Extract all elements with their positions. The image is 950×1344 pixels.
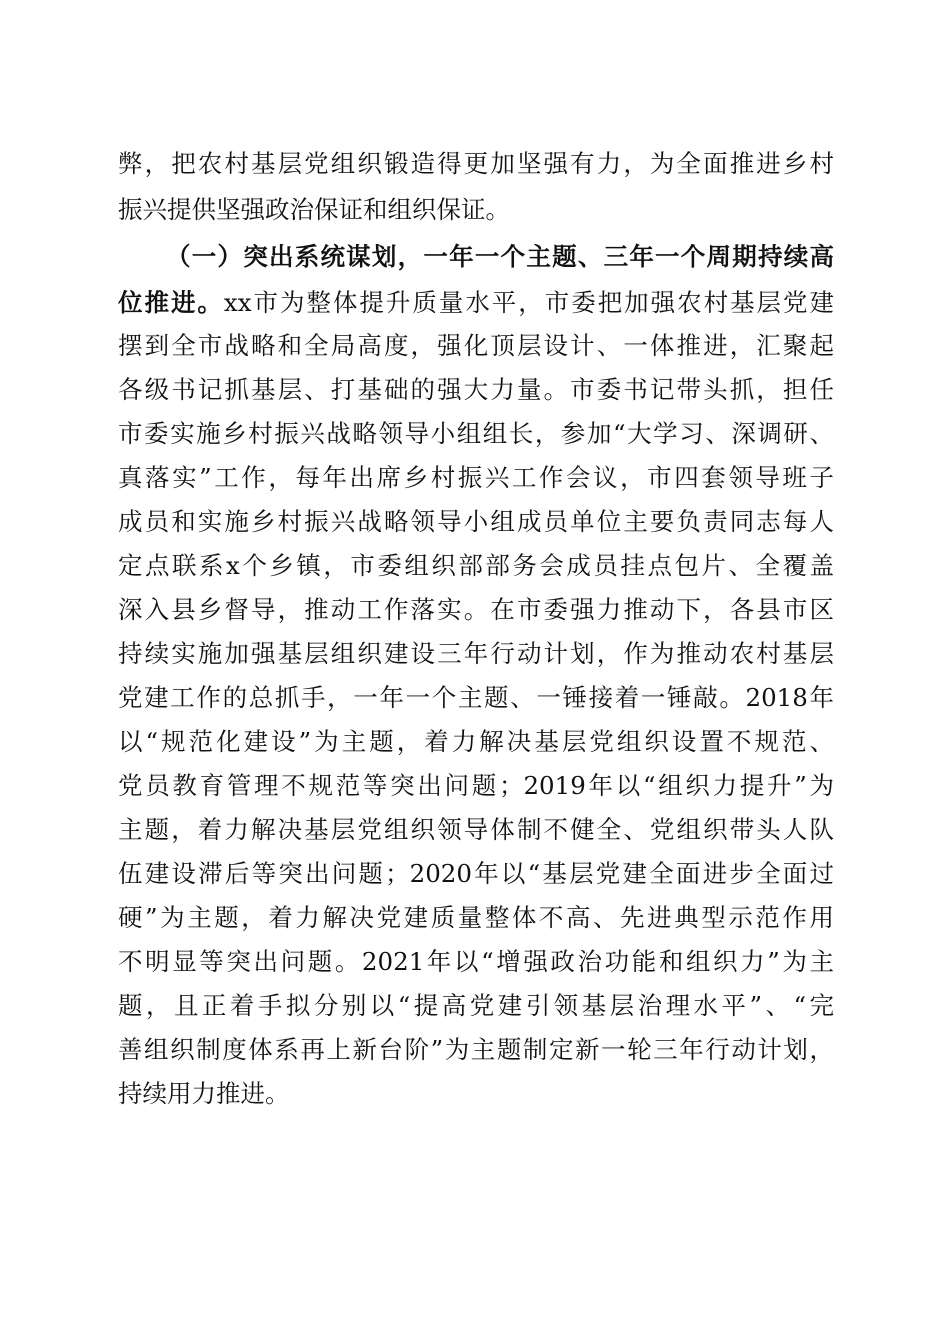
section-heading-line-1: （一）突出系统谋划，一年一个主题、三年一个周期持续高 — [166, 242, 834, 271]
paragraph-line-15: 主题，着力解决基层党组织领导体制不健全、党组织带头人队 — [118, 815, 834, 844]
paragraph-line-6: 市委实施乡村振兴战略领导小组组长，参加“大学习、深调研、 — [118, 419, 834, 448]
paragraph-line-8: 成员和实施乡村振兴战略领导小组成员单位主要负责同志每人 — [118, 507, 834, 536]
section-heading-line-2: 位推进。 — [118, 288, 224, 317]
paragraph-line-9: 定点联系x个乡镇，市委组织部部务会成员挂点包片、全覆盖 — [118, 551, 834, 580]
paragraph-line-21: 持续用力推进。 — [118, 1079, 290, 1108]
paragraph-line-20: 善组织制度体系再上新台阶”为主题制定新一轮三年行动计划， — [118, 1035, 834, 1064]
paragraph-line-7: 真落实”工作，每年出席乡村振兴工作会议，市四套领导班子 — [118, 463, 834, 492]
paragraph-line-12: 党建工作的总抓手，一年一个主题、一锤接着一锤敲。2018年 — [118, 683, 834, 712]
paragraph-line-3-text: xx市为整体提升质量水平，市委把加强农村基层党建 — [223, 288, 834, 317]
paragraph-line-14: 党员教育管理不规范等突出问题；2019年以“组织力提升”为 — [118, 771, 834, 800]
paragraph-line-16: 伍建设滞后等突出问题；2020年以“基层党建全面进步全面过 — [118, 859, 834, 888]
paragraph-line-19: 题，且正着手拟分别以“提高党建引领基层治理水平”、“完 — [118, 991, 834, 1020]
paragraph-line-13: 以“规范化建设”为主题，着力解决基层党组织设置不规范、 — [118, 727, 834, 756]
paragraph-line-18: 不明显等突出问题。2021年以“增强政治功能和组织力”为主 — [118, 947, 834, 976]
paragraph-line-2: 振兴提供坚强政治保证和组织保证。 — [118, 195, 510, 224]
paragraph-line-3 — [118, 283, 834, 323]
paragraph-line-1: 弊，把农村基层党组织锻造得更加坚强有力，为全面推进乡村 — [118, 149, 834, 178]
paragraph-line-10: 深入县乡督导，推动工作落实。在市委强力推动下，各县市区 — [118, 595, 834, 624]
paragraph-line-5: 各级书记抓基层、打基础的强大力量。市委书记带头抓，担任 — [118, 375, 834, 404]
paragraph-line-4: 摆到全市战略和全局高度，强化顶层设计、一体推进，汇聚起 — [118, 331, 834, 360]
paragraph-line-17: 硬”为主题，着力解决党建质量整体不高、先进典型示范作用 — [118, 903, 834, 932]
paragraph-line-11: 持续实施加强基层组织建设三年行动计划，作为推动农村基层 — [118, 639, 834, 668]
